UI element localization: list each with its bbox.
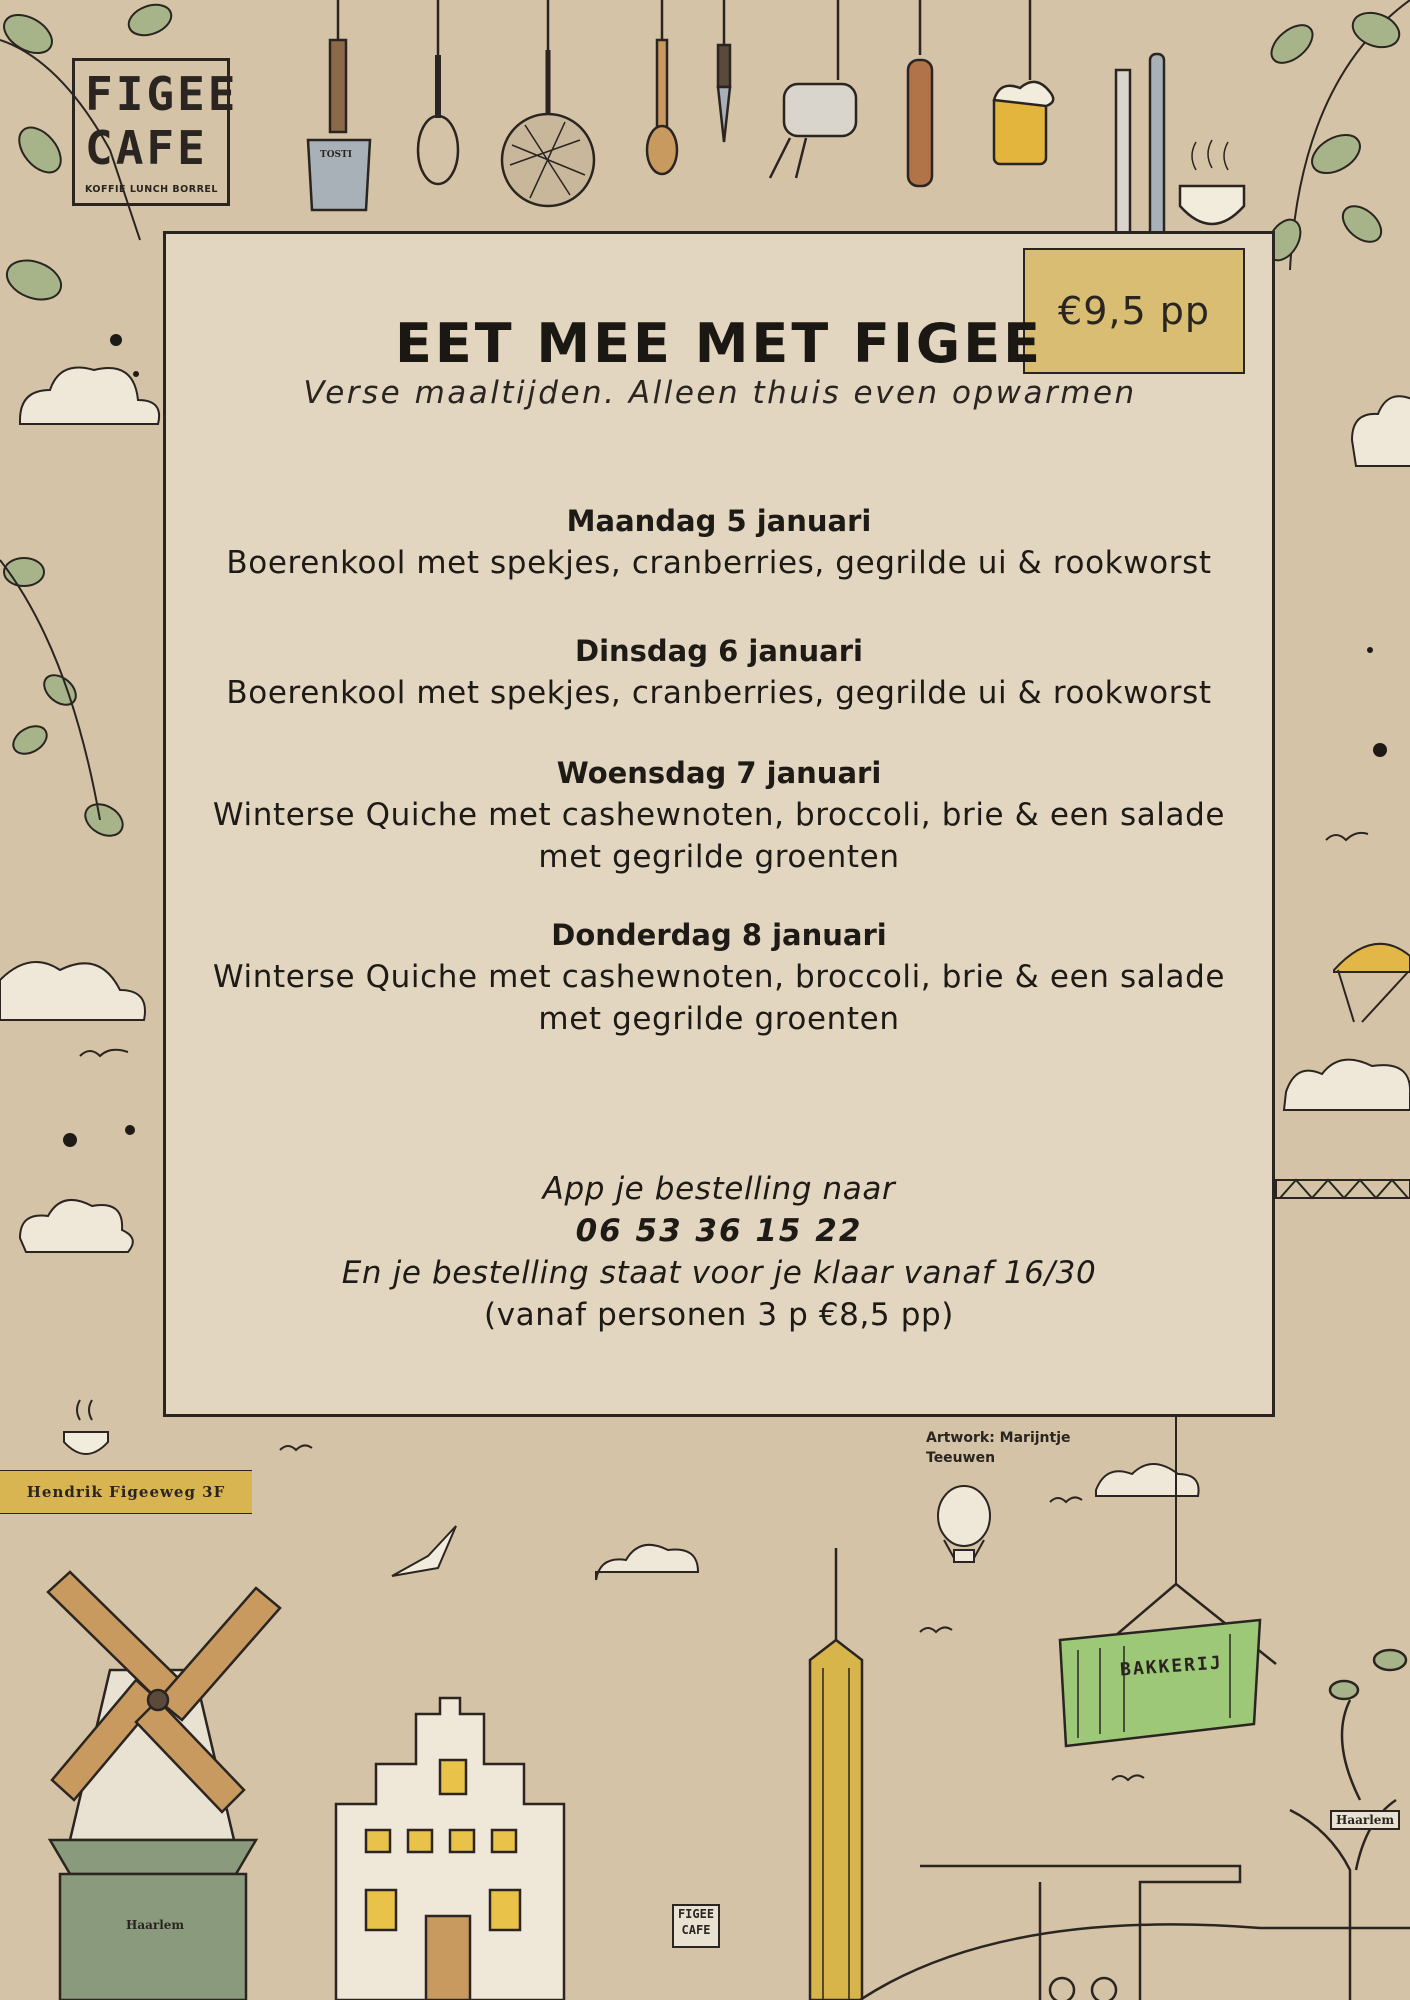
logo-line-2: CAFE	[85, 121, 208, 175]
dish-line: Winterse Quiche met cashewnoten, broccoli, brie & een salade	[212, 797, 1226, 833]
parachute-icon	[1334, 944, 1410, 1022]
logo-tagline: KOFFIE LUNCH BORREL	[85, 184, 218, 195]
mini-figee-cafe-sign	[672, 1904, 720, 1948]
menu-day-wednesday	[166, 752, 1272, 878]
knife-table-icon	[1150, 54, 1164, 238]
address-tag: Hendrik Figeeweg 3F	[0, 1470, 252, 1514]
day-name: Maandag 5 januari	[566, 504, 872, 538]
wooden-spoon-icon	[657, 40, 667, 130]
order-line-1: App je bestelling naar	[542, 1171, 896, 1207]
order-line-3: En je bestelling staat voor je klaar vanaf 16/30	[341, 1255, 1097, 1291]
order-info	[166, 1168, 1272, 1336]
day-name: Woensdag 7 januari	[556, 756, 882, 790]
whisk-icon	[418, 116, 458, 184]
menu-day-thursday	[166, 914, 1272, 1040]
order-line-4: (vanaf personen 3 p €8,5 pp)	[484, 1297, 954, 1333]
knife-icon	[718, 87, 730, 142]
mini-logo-line-1: FIGEE	[677, 1907, 715, 1921]
dish-line: Winterse Quiche met cashewnoten, broccoli, brie & een salade	[212, 959, 1226, 995]
price-badge: €9,5 pp	[1023, 248, 1245, 374]
dish-line: Boerenkool met spekjes, cranberries, gegrilde ui & rookworst	[226, 675, 1212, 711]
bridge-illustration	[860, 1866, 1410, 2000]
hot-air-balloon-icon	[938, 1486, 990, 1562]
logo-line-1: FIGEE	[85, 67, 239, 121]
spatula-icon	[330, 40, 346, 132]
day-name: Donderdag 8 januari	[551, 918, 887, 952]
figee-cafe-logo	[72, 58, 239, 206]
artwork-credit: Artwork: Marijntje Teeuwen	[926, 1430, 1071, 1466]
seagull-icon	[392, 1526, 456, 1576]
windmill-illustration	[48, 1572, 280, 2000]
dish-line: met gegrilde groenten	[538, 839, 900, 875]
canal-house-illustration	[336, 1698, 564, 2000]
container-label: BAKKERIJ	[1119, 1652, 1224, 1681]
page-title: EET MEE MET FIGEE	[394, 312, 1044, 375]
tower-illustration	[810, 1548, 862, 2000]
phone-number: 06 53 36 15 22	[575, 1213, 863, 1249]
tree-sign: Haarlem	[1330, 1810, 1400, 1830]
rolling-pin-icon	[908, 60, 932, 186]
coffee-cup-icon	[1180, 186, 1244, 224]
windmill-sign: Haarlem	[126, 1918, 185, 1932]
day-name: Dinsdag 6 januari	[575, 634, 863, 668]
dish-line: met gegrilde groenten	[538, 1001, 900, 1037]
page-subtitle: Verse maaltijden. Alleen thuis even opwarmen	[303, 375, 1137, 411]
fork-icon	[1116, 70, 1130, 238]
dish-line: Boerenkool met spekjes, cranberries, gegrilde ui & rookworst	[226, 545, 1212, 581]
menu-day-monday	[166, 500, 1272, 584]
cup-icon	[64, 1400, 108, 1454]
menu-day-tuesday	[166, 630, 1272, 714]
mini-logo-line-2: CAFE	[681, 1923, 711, 1937]
mixer-icon	[784, 84, 856, 136]
tosti-label: TOSTI	[320, 150, 352, 160]
